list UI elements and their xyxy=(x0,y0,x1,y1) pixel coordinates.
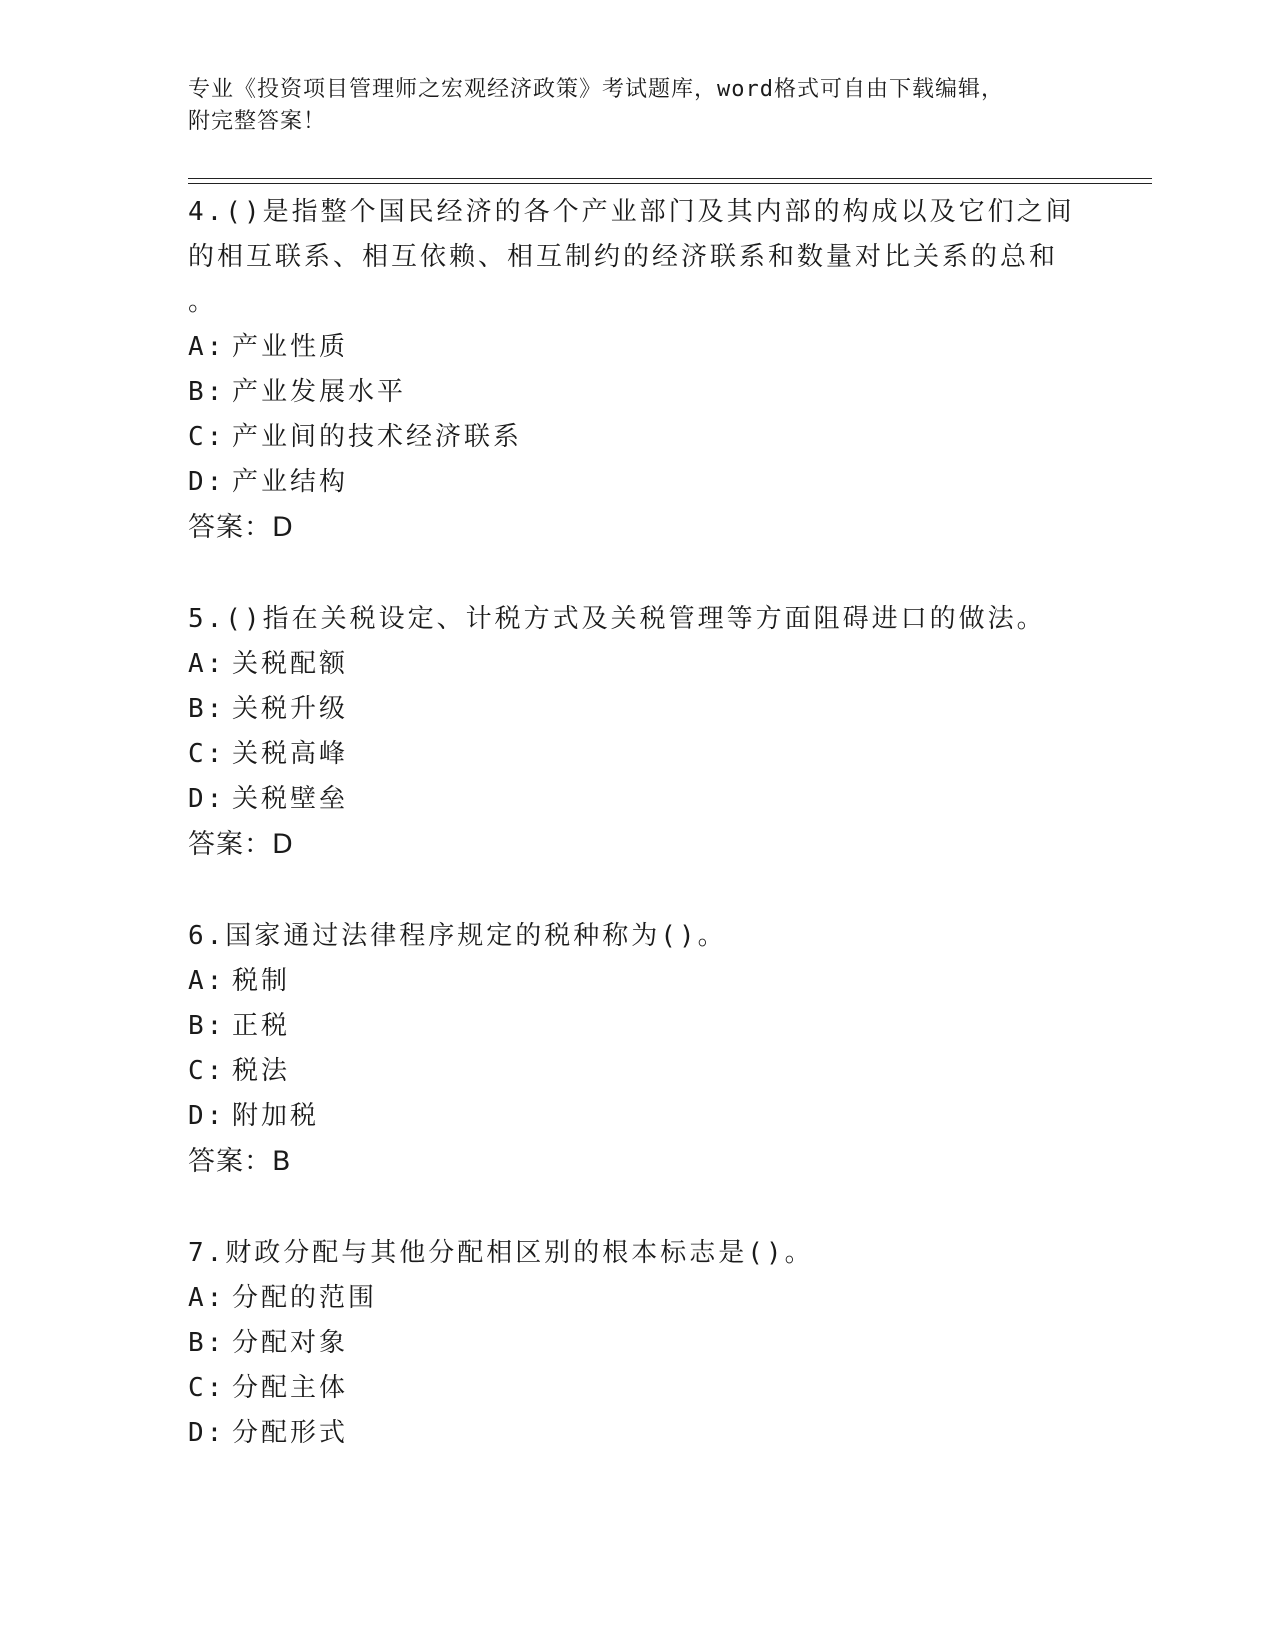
option-d xyxy=(188,1094,1088,1139)
option-text: 产业发展水平 xyxy=(232,377,407,407)
question-5 xyxy=(188,597,1088,868)
option-key: C: xyxy=(188,1373,226,1403)
header-rule-top xyxy=(188,178,1152,179)
option-key: D: xyxy=(188,1418,226,1448)
option-b xyxy=(188,687,1088,732)
question-stem-line: 6.国家通过法律程序规定的税种称为()。 xyxy=(188,921,727,951)
option-key: D: xyxy=(188,784,226,814)
question-7 xyxy=(188,1231,1088,1456)
option-a xyxy=(188,642,1088,687)
option-key: D: xyxy=(188,467,226,497)
spacer xyxy=(188,551,1088,597)
option-key: A: xyxy=(188,332,226,362)
option-text: 附加税 xyxy=(232,1101,320,1131)
question-stem xyxy=(188,190,1088,325)
question-stem-line: 4.()是指整个国民经济的各个产业部门及其内部的构成以及它们之间 xyxy=(188,197,1075,227)
option-c xyxy=(188,1049,1088,1094)
option-text: 分配形式 xyxy=(232,1418,349,1448)
option-a xyxy=(188,1276,1088,1321)
question-4 xyxy=(188,190,1088,551)
option-c xyxy=(188,732,1088,777)
option-text: 税法 xyxy=(232,1056,291,1086)
option-key: C: xyxy=(188,1056,226,1086)
answer-line: 答案：D xyxy=(188,829,294,860)
question-list xyxy=(188,190,1088,1456)
header-line-1: 专业《投资项目管理师之宏观经济政策》考试题库，word格式可自由下载编辑， xyxy=(188,77,1004,102)
option-a xyxy=(188,959,1088,1004)
answer-line: 答案：D xyxy=(188,512,294,543)
option-d xyxy=(188,777,1088,822)
option-b xyxy=(188,1321,1088,1366)
option-text: 产业结构 xyxy=(232,467,349,497)
spacer xyxy=(188,868,1088,914)
option-text: 关税配额 xyxy=(232,649,349,679)
option-text: 分配对象 xyxy=(232,1328,349,1358)
answer-line: 答案：B xyxy=(188,1146,292,1177)
option-key: B: xyxy=(188,694,226,724)
option-key: C: xyxy=(188,422,226,452)
option-text: 税制 xyxy=(232,966,291,996)
option-d xyxy=(188,1411,1088,1456)
option-b xyxy=(188,370,1088,415)
option-c xyxy=(188,1366,1088,1411)
question-stem xyxy=(188,597,1088,642)
option-key: A: xyxy=(188,649,226,679)
question-stem xyxy=(188,1231,1088,1276)
question-stem xyxy=(188,914,1088,959)
question-6 xyxy=(188,914,1088,1185)
option-text: 关税壁垒 xyxy=(232,784,349,814)
option-key: B: xyxy=(188,1011,226,1041)
option-key: A: xyxy=(188,966,226,996)
option-text: 正税 xyxy=(232,1011,291,1041)
option-text: 产业性质 xyxy=(232,332,349,362)
option-key: B: xyxy=(188,377,226,407)
option-text: 分配主体 xyxy=(232,1373,349,1403)
option-key: C: xyxy=(188,739,226,769)
option-d xyxy=(188,460,1088,505)
option-text: 产业间的技术经济联系 xyxy=(232,422,523,452)
option-key: A: xyxy=(188,1283,226,1313)
document-header xyxy=(188,74,1068,138)
option-a xyxy=(188,325,1088,370)
option-text: 分配的范围 xyxy=(232,1283,378,1313)
option-b xyxy=(188,1004,1088,1049)
question-stem-line: 5.()指在关税设定、计税方式及关税管理等方面阻碍进口的做法。 xyxy=(188,604,1046,634)
question-stem-line: 的相互联系、相互依赖、相互制约的经济联系和数量对比关系的总和 xyxy=(188,242,1059,272)
option-text: 关税高峰 xyxy=(232,739,349,769)
header-rule-bottom xyxy=(188,183,1152,184)
option-text: 关税升级 xyxy=(232,694,349,724)
option-c xyxy=(188,415,1088,460)
question-stem-line: 7.财政分配与其他分配相区别的根本标志是()。 xyxy=(188,1238,814,1268)
question-stem-line: 。 xyxy=(188,287,218,317)
spacer xyxy=(188,1185,1088,1231)
option-key: B: xyxy=(188,1328,226,1358)
option-key: D: xyxy=(188,1101,226,1131)
header-line-2: 附完整答案！ xyxy=(188,109,327,134)
